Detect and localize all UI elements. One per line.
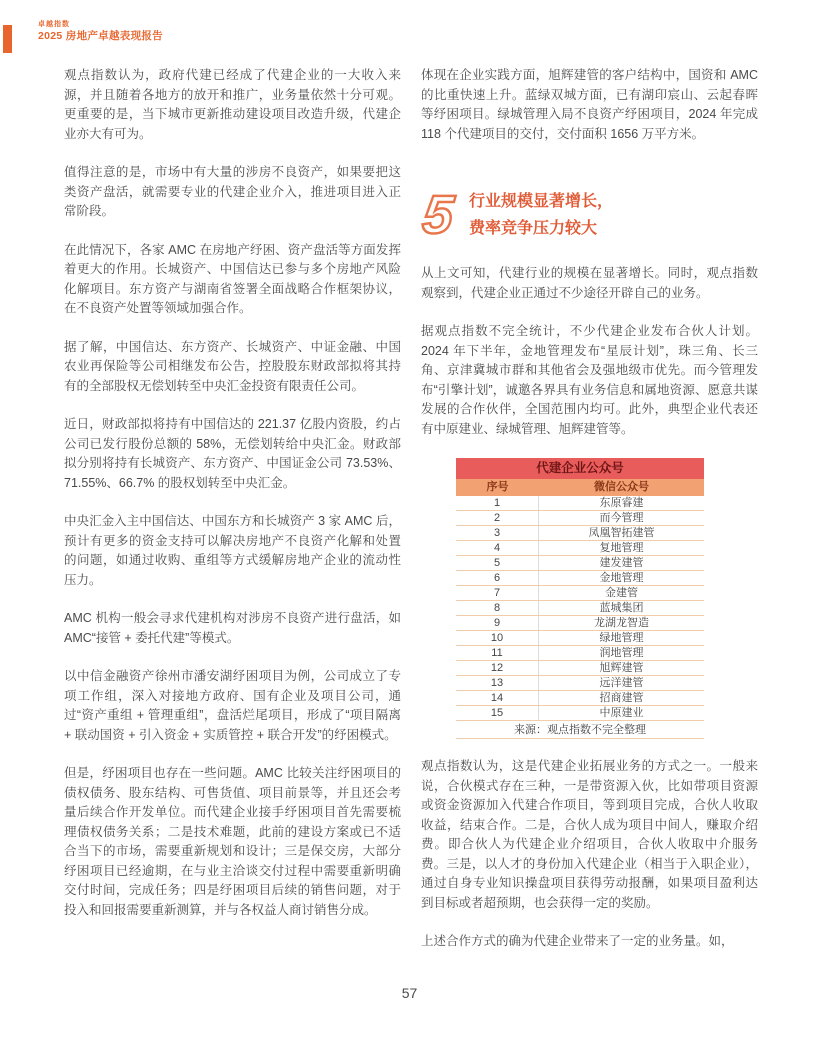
row-number-cell: 12: [456, 661, 539, 675]
table-source-note: 来源：观点指数不完全整理: [456, 721, 704, 739]
row-name-cell: 金建管: [605, 587, 638, 599]
row-number-cell: 4: [456, 541, 539, 555]
row-number-cell: 3: [456, 526, 539, 540]
row-number-cell: 15: [456, 706, 539, 720]
table-row: [456, 691, 704, 706]
row-name-cell: 绿地管理: [599, 632, 644, 644]
row-number-cell: 5: [456, 556, 539, 570]
row-number-cell: 14: [456, 691, 539, 705]
paragraph: 在此情况下，各家 AMC 在房地产纾困、资产盘活等方面发挥着更大的作用。长城资产、中国信达已参与多个房地产风险化解项目。东方资产与湖南省签署全面战略合作框架协议，在不良资产处置等领域加强合作。: [64, 242, 401, 315]
row-name-cell: 龙湖龙智造: [594, 617, 649, 629]
row-name-cell: 蓝城集团: [599, 602, 644, 614]
brand-block: [38, 21, 163, 42]
report-title: 2025 房地产卓越表现报告: [38, 30, 163, 42]
paragraph: 据观点指数不完全统计，不少代建企业发布合伙人计划。2024 年下半年，金地管理发布“星辰计划”，珠三角、长三角、京津冀城市群和其他省会及强地级市优先。而今管理发布“引擎计划”，诚邀各界具有业务信息和属地资源、愿意共谋发展的合作伙伴，全国范围内均可。此外，典型企业代表还有中原建业、绿城管理、旭辉建管等。: [421, 324, 758, 436]
table-row: [456, 601, 704, 616]
paragraph: 以中信金融资产徐州市潘安湖纾困项目为例，公司成立了专项工作组，深入对接地方政府、国有企业及项目公司，通过“资产重组 + 管理重组”，盘活烂尾项目，形成了“项目隔离 + 联动国资 + 引入资金 + 实质管控 + 联合开发”的纾困模式。: [64, 669, 401, 742]
paragraph: 近日，财政部拟将持有中国信达的 221.37 亿股内资股，约占公司已发行股份总额的 58%，无偿划转给中央汇金。财政部拟分别将持有长城资产、东方资产、中国证金公司 73.53%、71.55%、66.7% 的股权划转至中央汇金。: [64, 417, 401, 490]
table-row: [456, 511, 704, 526]
table-header-row: [456, 479, 704, 496]
paragraph: 体现在企业实践方面，旭辉建管的客户结构中，国资和 AMC 的比重快速上升。蓝绿双城方面，已有湖印宸山、云起春晖等纾困项目。绿城管理入局不良资产纾困项目，2024 年完成 118 个代建项目的交付，交付面积 1656 万平方米。: [421, 68, 758, 141]
brand-accent-bar: [3, 25, 12, 53]
row-name-cell: 招商建管: [599, 692, 644, 704]
row-name-cell: 中原建业: [599, 707, 644, 719]
paragraph: 据了解，中国信达、东方资产、长城资产、中证金融、中国农业再保险等公司相继发布公告，控股股东财政部拟将其持有的全部股权无偿划转至中央汇金投资有限责任公司。: [64, 339, 401, 393]
table-row: [456, 706, 704, 721]
paragraph: 中央汇金入主中国信达、中国东方和长城资产 3 家 AMC 后，预计有更多的资金支持可以解决房地产不良资产化解和处置的问题，如通过收购、重组等方式缓解房地产企业的流动性压力。: [64, 514, 401, 587]
column-header-name: 微信公众号: [594, 481, 649, 493]
left-column: [64, 66, 401, 920]
table-row: [456, 541, 704, 556]
section-number: 5: [419, 185, 457, 245]
paragraph: 从上文可知，代建行业的规模在显著增长。同时，观点指数观察到，代建企业正通过不少途径开辟自己的业务。: [421, 266, 758, 300]
table-title: 代建企业公众号: [456, 458, 704, 479]
table-row: [456, 676, 704, 691]
page-number: 57: [401, 985, 418, 1001]
row-number-cell: 13: [456, 676, 539, 690]
table-row: [456, 646, 704, 661]
row-number-cell: 8: [456, 601, 539, 615]
table-row: [456, 616, 704, 631]
row-name-cell: 金地管理: [599, 572, 644, 584]
row-name-cell: 润地管理: [599, 647, 644, 659]
table-row: [456, 496, 704, 511]
row-number-cell: 2: [456, 511, 539, 525]
row-number-cell: 10: [456, 631, 539, 645]
paragraph: 值得注意的是，市场中有大量的涉房不良资产，如果要把这类资产盘活，就需要专业的代建企业介入，推进项目进入正常阶段。: [64, 165, 401, 218]
public-accounts-table: [456, 458, 704, 739]
row-name-cell: 建发建管: [599, 557, 644, 569]
right-column: [421, 66, 758, 952]
section-title-line1: 行业规模显著增长，: [469, 193, 614, 210]
paragraph: AMC 机构一般会寻求代建机构对涉房不良资产进行盘活，如 AMC“接管 + 委托代建”等模式。: [64, 611, 401, 645]
column-header-index: 序号: [486, 481, 509, 493]
row-name-cell: 旭辉建管: [599, 662, 644, 674]
row-number-cell: 7: [456, 586, 539, 600]
row-number-cell: 9: [456, 616, 539, 630]
table-row: [456, 661, 704, 676]
row-name-cell: 东原睿建: [599, 497, 644, 509]
table-row: [456, 631, 704, 646]
paragraph: 上述合作方式的确为代建企业带来了一定的业务量。如，: [421, 934, 734, 948]
row-name-cell: 而今管理: [599, 512, 644, 524]
brand-tagline: 卓越指数: [38, 21, 70, 28]
row-number-cell: 6: [456, 571, 539, 585]
table-row: [456, 556, 704, 571]
section-title-line2: 费率竞争压力较大: [469, 220, 598, 237]
table-row: [456, 586, 704, 601]
paragraph: 观点指数认为，政府代建已经成了代建企业的一大收入来源，并且随着各地方的放开和推广，业务量依然十分可观。更重要的是，当下城市更新推动建设项目改造升级，代建企业亦大有可为。: [64, 68, 401, 141]
paragraph: 但是，纾困项目也存在一些问题。AMC 比较关注纾困项目的债权债务、股东结构、可售货值、项目前景等，并且还会考量后续合作开发单位。而代建企业接手纾困项目首先需要梳理债权债务关系；二是技术难题，此前的建设方案或已不适合当下的市场，需要重新规划和设计；三是保交房，大部分纾困项目已经逾期，在与业主洽谈交付过程中需要重新明确交付时间，完成任务；四是纾困项目后续的销售问题，对于投入和回报需要重新测算，并与各权益人商讨销售分成。: [64, 766, 401, 917]
row-number-cell: 1: [456, 496, 539, 510]
section-heading: [419, 185, 758, 245]
paragraph: 观点指数认为，这是代建企业拓展业务的方式之一。一般来说，合伙模式存在三种，一是带资源入伙，比如带项目资源或资金资源加入代建合作项目，等到项目完成，合伙人收取收益，结束合作。二是，合伙人成为项目中间人，赚取介绍费。即合伙人为代建企业介绍项目，合伙人收取中介服务费。三是，以人才的身份加入代建企业（相当于入职企业），通过自身专业知识操盘项目获得劳动报酬，如果项目盈利达到目标或者超预期，也会获得一定的奖励。: [421, 759, 758, 910]
row-name-cell: 凤凰智拓建管: [588, 527, 655, 539]
table-row: [456, 571, 704, 586]
row-name-cell: 远洋建管: [599, 677, 644, 689]
table-row: [456, 526, 704, 541]
row-name-cell: 复地管理: [599, 542, 644, 554]
section-title: [469, 188, 613, 242]
row-number-cell: 11: [456, 646, 539, 660]
